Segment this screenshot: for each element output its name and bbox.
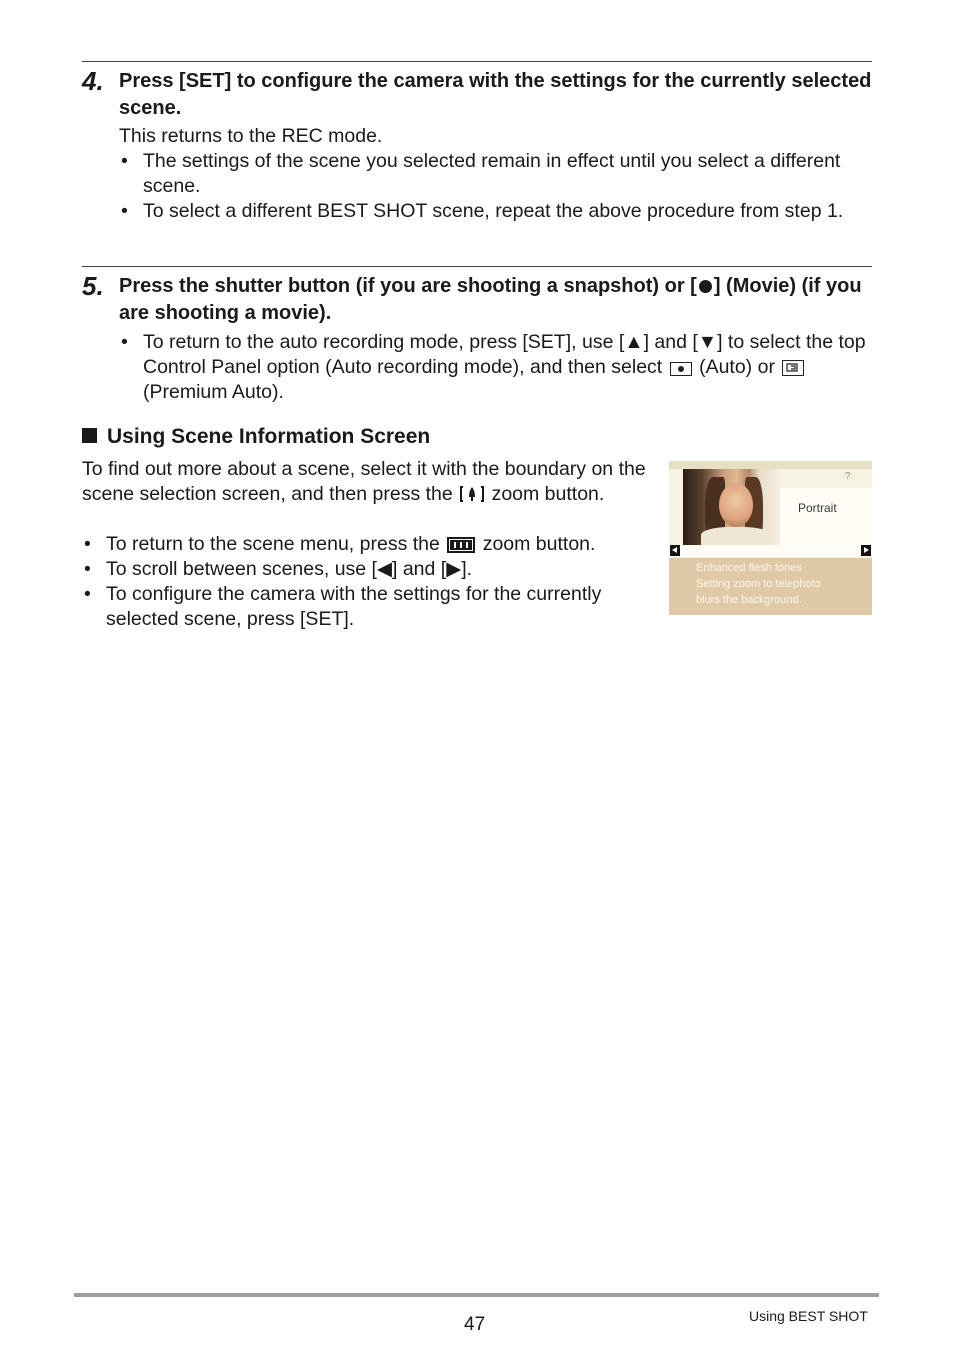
auto-mode-icon — [670, 362, 692, 376]
down-arrow-icon: ▼ — [697, 331, 718, 353]
step5-bullet-part4: (Auto) or — [699, 356, 775, 378]
step4-bullet-1-text: The settings of the scene you selected remain in effect until you select a different scene. — [143, 150, 841, 197]
telephoto-zoom-icon — [460, 485, 484, 503]
step5-heading-part2: ] (Movie) (if you are shooting a movie). — [119, 275, 862, 324]
screen-top-bar — [669, 461, 872, 469]
section-bullet-2-part3: ]. — [461, 558, 473, 580]
section-bullet-2-text — [84, 557, 654, 582]
footer-section-title: Using BEST SHOT — [749, 1308, 868, 1324]
step4-bullet-2 — [121, 199, 851, 224]
photo-face — [719, 483, 753, 527]
step4-rule — [82, 61, 872, 62]
scene-description-panel — [669, 558, 872, 615]
premium-auto-icon — [782, 360, 804, 376]
bullet-dot: • — [84, 558, 91, 580]
section-bullet-1-text — [84, 532, 654, 557]
section-bullet-1-part1: To return to the scene menu, press the — [106, 533, 440, 555]
step5-heading-part1: Press the shutter button (if you are shooting a snapshot) or [ — [119, 275, 697, 297]
scene-description-line-3: blurs the background. — [696, 594, 802, 606]
step5-heading — [119, 273, 879, 327]
help-icon: ? — [845, 471, 851, 482]
wide-zoom-icon — [447, 535, 475, 551]
section-title — [82, 425, 430, 449]
scene-name: Portrait — [798, 501, 837, 515]
scene-info-screen — [669, 461, 872, 615]
section-bullet-2-part2: ] and [ — [391, 558, 447, 580]
step5-bullet-text — [121, 330, 876, 405]
step5-bullet-part3: ] to select the top Control Panel option (Auto recording mode), and then select — [143, 331, 866, 378]
portrait-photo — [683, 469, 780, 545]
scene-description-line-1: Enhanced flesh tones — [696, 562, 802, 574]
bullet-dot: • — [121, 150, 128, 172]
section-bullet-2-part1: To scroll between scenes, use [ — [106, 558, 377, 580]
page-number: 47 — [464, 1314, 486, 1335]
step5-bullet-part5: (Premium Auto). — [143, 381, 284, 403]
bullet-dot: • — [84, 533, 91, 555]
bullet-dot: • — [84, 583, 91, 605]
section-bullet-1 — [84, 532, 654, 557]
left-arrow-icon: ◀ — [376, 558, 392, 580]
right-arrow-icon: ▶ — [446, 558, 462, 580]
step4-heading: Press [SET] to configure the camera with the settings for the currently selected scene. — [119, 70, 872, 119]
bullet-dot: • — [121, 331, 128, 353]
photo-shoulders — [701, 527, 771, 547]
section-bullet-3 — [84, 582, 649, 632]
section-title-text: Using Scene Information Screen — [107, 425, 431, 448]
screen-left-arrow-icon — [670, 545, 680, 556]
step5-number: 5. — [82, 271, 104, 301]
section-intro — [82, 457, 647, 507]
screen-arrow-bar — [669, 545, 872, 557]
screen-right-arrow-icon — [861, 545, 871, 556]
movie-button-icon — [699, 280, 712, 293]
section-bullet-2 — [84, 557, 654, 582]
bullet-dot: • — [121, 200, 128, 222]
scene-title-box — [780, 488, 872, 545]
footer-rule — [74, 1293, 879, 1297]
step4-bullet-1 — [121, 149, 841, 199]
step5-rule — [82, 266, 872, 267]
step5-bullet — [121, 330, 876, 405]
section-bullet-1-part2: zoom button. — [482, 533, 596, 555]
scene-description-line-2: Setting zoom to telephoto — [696, 578, 821, 590]
step5-bullet-part1: To return to the auto recording mode, press [SET], use [ — [143, 331, 625, 353]
square-bullet-icon — [82, 428, 97, 443]
section-bullet-3-text: To configure the camera with the settings for the currently selected scene, press [SET]. — [106, 583, 602, 630]
section-intro-part2: zoom button. — [491, 483, 605, 505]
step4-number: 4. — [82, 66, 104, 96]
step5-bullet-part2: ] and [ — [643, 331, 698, 353]
up-arrow-icon: ▲ — [624, 331, 644, 353]
section-intro-part1: To find out more about a scene, select it with the boundary on the scene selection screen, and then press the — [82, 458, 646, 505]
step4-bullet-2-text: To select a different BEST SHOT scene, repeat the above procedure from step 1. — [143, 200, 844, 222]
step4-note: This returns to the REC mode. — [119, 125, 383, 147]
